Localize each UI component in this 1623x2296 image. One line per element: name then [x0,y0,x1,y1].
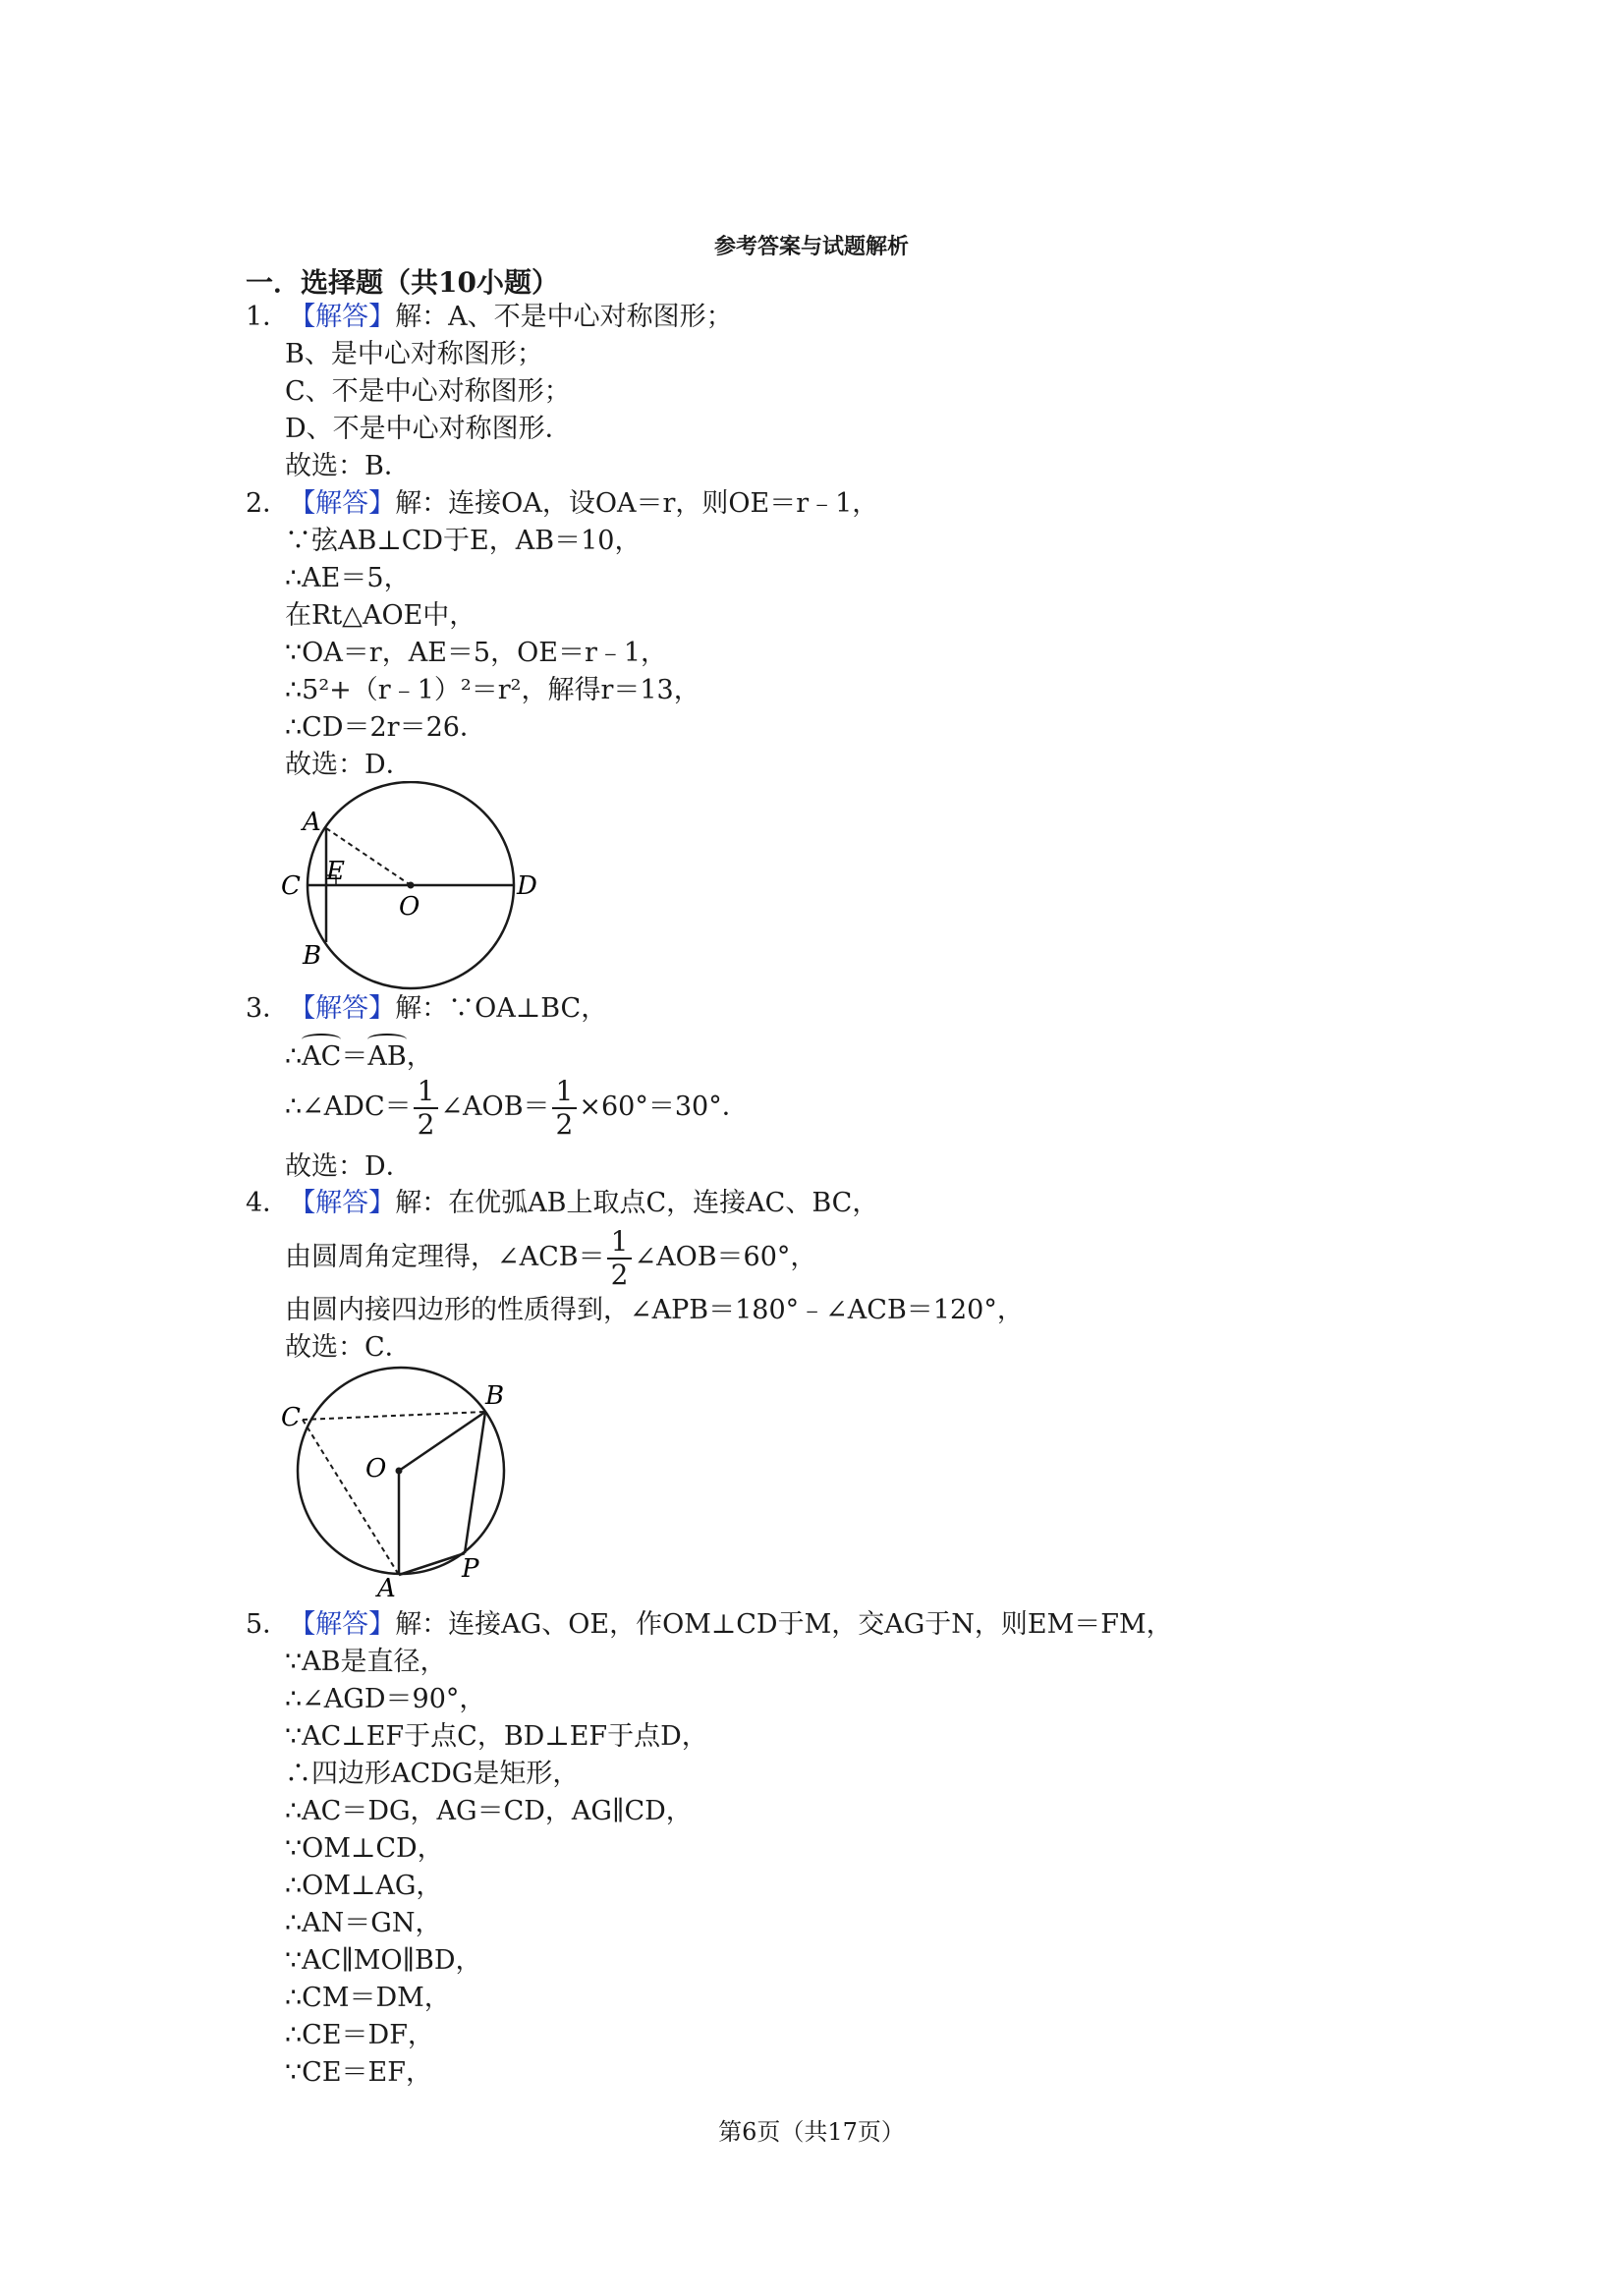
q3-result: ×60°＝30°． [579,1092,749,1122]
q3-text-1: 解：∵OA⊥BC， [395,993,608,1024]
q3-angle-aob: ∠AOB＝ [440,1092,550,1122]
q1-line-1 [246,300,733,335]
q5-answer-tag: 【解答】 [289,1609,396,1640]
q4-label-o: O [365,1454,387,1484]
q2-line-4: 在Rt△AOE中， [285,600,476,631]
q4-label-p: P [462,1554,479,1584]
q5-line-7: ∵OM⊥CD， [285,1833,444,1864]
q2-label-e: E [326,857,345,886]
q4-circle-figure [275,1361,531,1596]
q3-number: 3． [246,993,290,1024]
q2-line-7: ∴CD＝2r＝26． [285,712,486,743]
q5-number: 5． [246,1609,290,1640]
q5-line-8: ∴OM⊥AG， [285,1871,443,1901]
q2-line-2: ∵弦AB⊥CD于E，AB＝10， [285,526,642,556]
q5-line-2: ∵AB是直径， [285,1647,447,1677]
q2-answer-tag: 【解答】 [289,488,396,519]
q3-arc-ac: AC [302,1034,341,1075]
q4-line-bp [465,1412,485,1553]
q2-label-c: C [281,871,301,901]
q1-line-3: C、不是中心对称图形； [285,376,571,407]
q4-number: 4． [246,1188,290,1218]
q4-line-4: 故选：C． [285,1332,412,1363]
q5-line-13: ∵CE＝EF， [285,2057,432,2088]
q3-angle-adc: ∴∠ADC＝ [285,1092,412,1122]
q5-line-1 [246,1607,1173,1643]
q3-fraction-2 [552,1076,578,1141]
q5-line-6: ∴AC＝DG，AG＝CD，AG∥CD， [285,1796,693,1826]
q3-arc-ab: AB [367,1034,406,1075]
q4-text-1: 解：在优弧AB上取点C，连接AC、BC， [395,1188,879,1218]
q1-text-1: 解：A、不是中心对称图形； [395,302,733,332]
q4-fraction [607,1226,633,1291]
q4-center-point [396,1468,403,1475]
q2-number: 2． [246,488,290,519]
q2-label-o: O [399,892,420,922]
q1-number: 1． [246,302,290,332]
q4-line-ap [399,1553,465,1575]
q2-label-d: D [517,871,537,901]
q4-dashed-ca [303,1420,399,1575]
page-footer: 第6页（共17页） [718,2118,905,2146]
q3-frac1-den: 2 [417,1107,435,1141]
q3-frac2-den: 2 [555,1107,574,1141]
q1-answer-tag: 【解答】 [289,302,396,332]
q5-line-5: ∴四边形ACDG是矩形， [285,1759,580,1789]
q4-line-ob [399,1412,485,1471]
q5-line-4: ∵AC⊥EF于点C，BD⊥EF于点D， [285,1721,708,1752]
q5-text-1: 解：连接AG、OE，作OM⊥CD于M，交AG于N，则EM＝FM， [395,1609,1173,1640]
q3-answer-tag: 【解答】 [289,993,396,1024]
q1-line-4: D、不是中心对称图形． [285,414,572,444]
q4-text-2b: ∠AOB＝60°， [634,1242,817,1272]
q5-line-9: ∴AN＝GN， [285,1908,442,1938]
q3-frac2-num: 1 [552,1076,578,1109]
q4-label-c: C [281,1403,301,1432]
q3-equals: ＝ [341,1041,368,1072]
q2-line-1 [246,486,878,522]
q3-line-4: 故选：D． [285,1151,413,1182]
q3-line-3 [285,1073,749,1142]
q5-line-10: ∵AC∥MO∥BD， [285,1945,482,1976]
section-heading: 一．选择题（共10小题） [246,266,559,299]
q4-frac-den: 2 [610,1258,629,1291]
q2-center-point [408,882,415,889]
q5-line-3: ∴∠AGD＝90°， [285,1684,486,1714]
q5-line-11: ∴CM＝DM， [285,1983,451,2013]
q2-circle-figure [275,781,550,997]
q3-line-2 [285,1034,433,1075]
q4-line-3: 由圆内接四边形的性质得到，∠APB＝180°﹣∠ACB＝120°， [285,1295,1024,1325]
q4-answer-tag: 【解答】 [289,1188,396,1218]
q2-line-6: ∴5²+（r﹣1）²＝r²，解得r＝13， [285,675,700,705]
q2-line-3: ∴AE＝5， [285,563,411,593]
q4-text-2: 由圆周角定理得，∠ACB＝ [285,1242,605,1272]
q4-label-a: A [377,1574,396,1596]
q2-line-5: ∵OA＝r，AE＝5，OE＝r﹣1， [285,638,668,668]
q3-comma: ， [406,1041,433,1072]
q3-frac1-num: 1 [414,1076,439,1109]
q1-line-5: 故选：B． [285,451,411,481]
q4-line-2 [285,1223,816,1292]
q3-line-1 [246,991,607,1027]
q4-line-1 [246,1186,878,1221]
q2-label-b: B [303,941,322,971]
q1-line-2: B、是中心对称图形； [285,339,543,369]
q4-label-b: B [485,1381,505,1411]
q4-frac-num: 1 [607,1226,633,1260]
document-title: 参考答案与试题解析 [713,234,909,259]
q2-text-1: 解：连接OA，设OA＝r，则OE＝r﹣1， [395,488,879,519]
q5-line-12: ∴CE＝DF， [285,2020,434,2050]
q4-dashed-cb [303,1412,485,1420]
q2-label-a: A [303,808,321,837]
q2-line-8: 故选：D． [285,750,413,780]
q3-therefore: ∴ [285,1041,303,1072]
q3-fraction-1 [414,1076,439,1141]
